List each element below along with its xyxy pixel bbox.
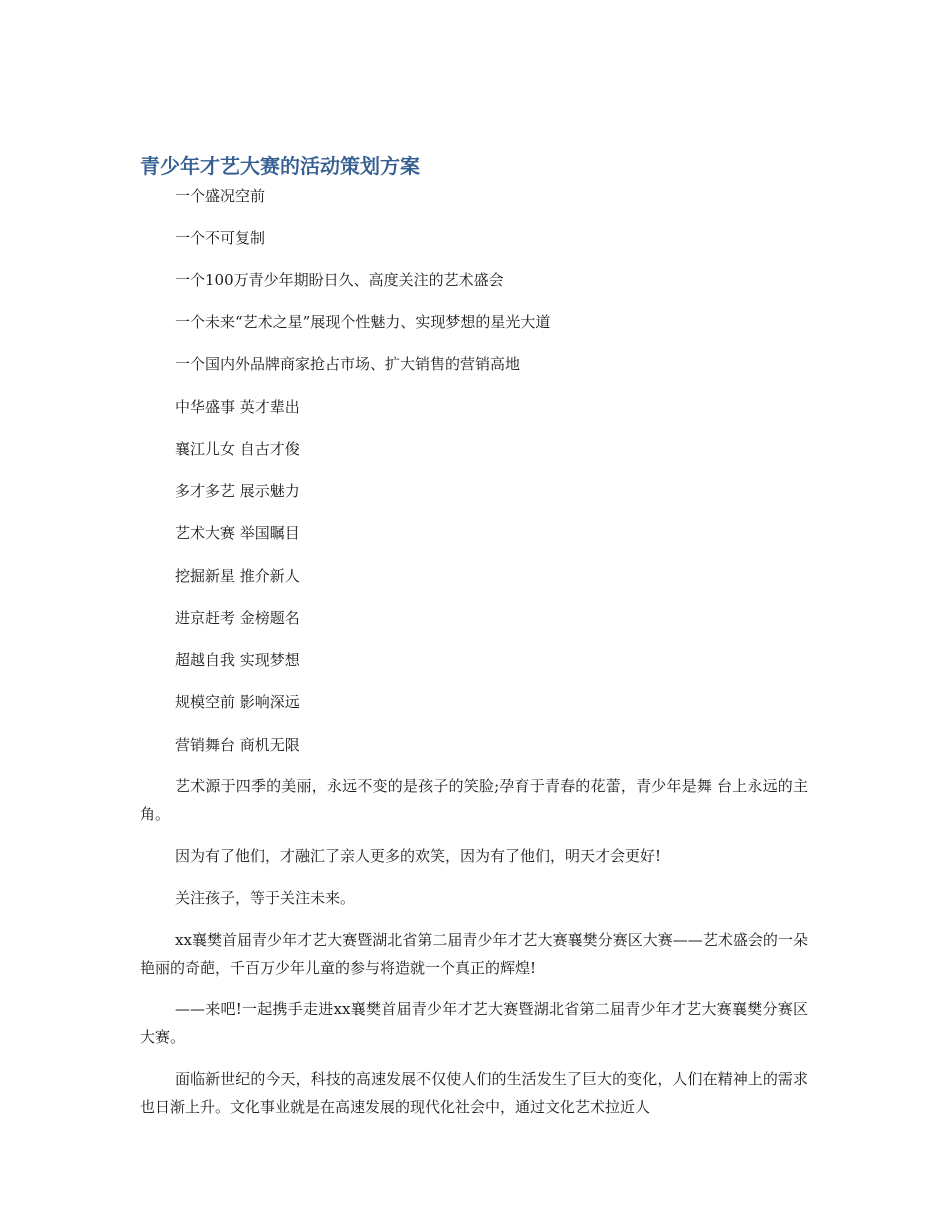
slogan-line: 规模空前 影响深远 <box>175 693 300 711</box>
body-paragraph: ——来吧!一起携手走进xx襄樊首届青少年才艺大赛暨湖北省第二届青少年才艺大赛襄樊分赛区大赛。 <box>140 1000 808 1046</box>
body-paragraph: xx襄樊首届青少年才艺大赛暨湖北省第二届青少年才艺大赛襄樊分赛区大赛——艺术盛会的一朵艳丽的奇葩，千百万少年儿童的参与将造就一个真正的辉煌! <box>140 931 808 977</box>
slogan-line: 一个未来“艺术之星”展现个性魅力、实现梦想的星光大道 <box>175 313 551 331</box>
body-paragraph: 关注孩子，等于关注未来。 <box>175 889 356 907</box>
slogan-line: 进京赶考 金榜题名 <box>175 609 300 627</box>
slogan-line: 艺术大赛 举国瞩目 <box>175 524 300 542</box>
slogan-line: 一个100万青少年期盼日久、高度关注的艺术盛会 <box>175 271 504 289</box>
slogan-line: 中华盛事 英才辈出 <box>175 398 300 416</box>
slogan-line: 挖掘新星 推介新人 <box>175 567 300 585</box>
slogan-line: 营销舞台 商机无限 <box>175 736 300 754</box>
body-paragraph: 面临新世纪的今天，科技的高速发展不仅使人们的生活发生了巨大的变化，人们在精神上的需求也日渐上升。文化事业就是在高速发展的现代化社会中，通过文化艺术拉近人 <box>140 1070 808 1116</box>
slogan-line: 襄江儿女 自古才俊 <box>175 440 300 458</box>
body-paragraph: 艺术源于四季的美丽，永远不变的是孩子的笑脸;孕育于青春的花蕾，青少年是舞 台上永远的主角。 <box>140 777 808 823</box>
slogan-line: 一个国内外品牌商家抢占市场、扩大销售的营销高地 <box>175 355 521 373</box>
slogan-line: 一个盛况空前 <box>175 187 266 205</box>
slogan-line: 一个不可复制 <box>175 229 266 247</box>
body-paragraph: 因为有了他们，才融汇了亲人更多的欢笑，因为有了他们，明天才会更好! <box>175 847 662 865</box>
slogan-line: 多才多艺 展示魅力 <box>175 482 300 500</box>
page-title: 青少年才艺大赛的活动策划方案 <box>140 154 420 178</box>
slogan-line: 超越自我 实现梦想 <box>175 651 300 669</box>
